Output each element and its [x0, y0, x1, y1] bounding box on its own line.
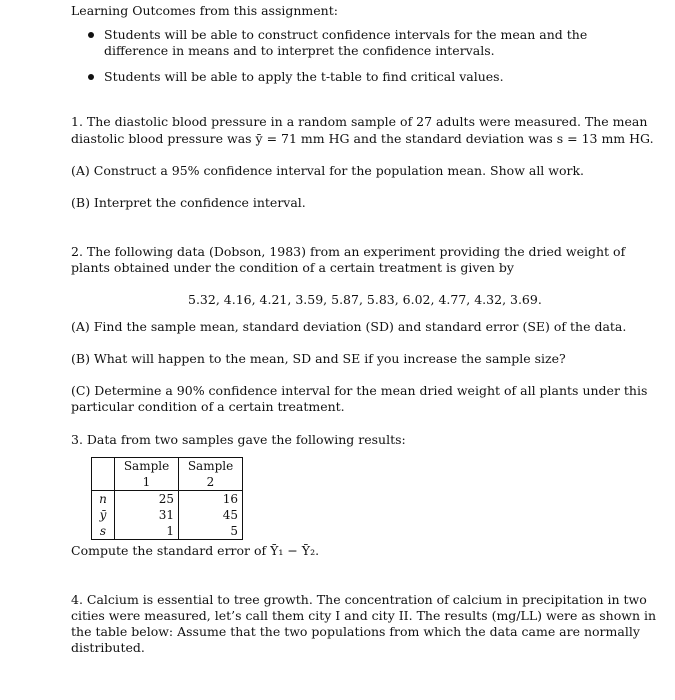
table-cell: 45 [222, 508, 238, 522]
q2-part-a: (A) Find the sample mean, standard deviation (SD) and standard error (SE) of the data. [71, 319, 627, 334]
q3-table [91, 457, 243, 540]
q3-compute: Compute the standard error of Ȳ₁ − Ȳ₂. [71, 543, 320, 558]
table-cell: 16 [222, 492, 238, 506]
bullet-icon [88, 74, 94, 80]
q4-line2: cities were measured, let’s call them city I and city II. The results (mg/LL) were as shown in [71, 608, 657, 623]
q2-part-b: (B) What will happen to the mean, SD and SE if you increase the sample size? [71, 351, 566, 366]
table-cell: 31 [115, 507, 179, 523]
q4-line4: distributed. [71, 640, 145, 655]
table-cell: 1 [115, 523, 179, 540]
outcome-item-1: Students will be able to construct confidence intervals for the mean and the difference in means and to interpret the confidence intervals. [104, 27, 588, 58]
q2-data: 5.32, 4.16, 4.21, 3.59, 5.87, 5.83, 6.02, 4.77, 4.32, 3.69. [188, 292, 542, 307]
table-header-cell: Sample 2 [179, 458, 243, 491]
q4-line3: the table below: Assume that the two populations from which the data came are normally [71, 624, 640, 639]
table-cell: 25 [115, 491, 179, 508]
q2-line1: 2. The following data (Dobson, 1983) from an experiment providing the dried weight of [71, 244, 626, 259]
bullet-icon [88, 32, 94, 38]
q1-line2: diastolic blood pressure was ȳ = 71 mm HG and the standard deviation was s = 13 mm HG. [71, 131, 654, 146]
q1-part-a: (A) Construct a 95% confidence interval for the population mean. Show all work. [71, 163, 585, 178]
table-header-cell: Sample 1 [115, 458, 179, 491]
outcomes-heading: Learning Outcomes from this assignment: [71, 3, 338, 18]
table-cell: 5 [230, 524, 238, 538]
q1-part-b: (B) Interpret the confidence interval. [71, 195, 306, 210]
table-row [92, 507, 243, 523]
q3-intro: 3. Data from two samples gave the following results: [71, 432, 406, 447]
table-row [92, 523, 243, 540]
table-row [92, 491, 243, 508]
table-row-label: s [92, 523, 115, 540]
table-row-label: ȳ [92, 507, 115, 523]
q2-part-c-line1: (C) Determine a 90% confidence interval for the mean dried weight of all plants under this [71, 383, 648, 398]
table-header-row [92, 458, 243, 491]
table-row-label: n [92, 491, 115, 508]
outcome-item-2: Students will be able to apply the t-table to find critical values. [104, 69, 504, 84]
q2-part-c-line2: particular condition of a certain treatment. [71, 399, 345, 414]
q1-line1: 1. The diastolic blood pressure in a random sample of 27 adults were measured. The mean [71, 114, 648, 129]
q2-line2: plants obtained under the condition of a certain treatment is given by [71, 260, 514, 275]
table-header-cell [92, 458, 115, 491]
q4-line1: 4. Calcium is essential to tree growth. The concentration of calcium in precipitation in two [71, 592, 647, 607]
